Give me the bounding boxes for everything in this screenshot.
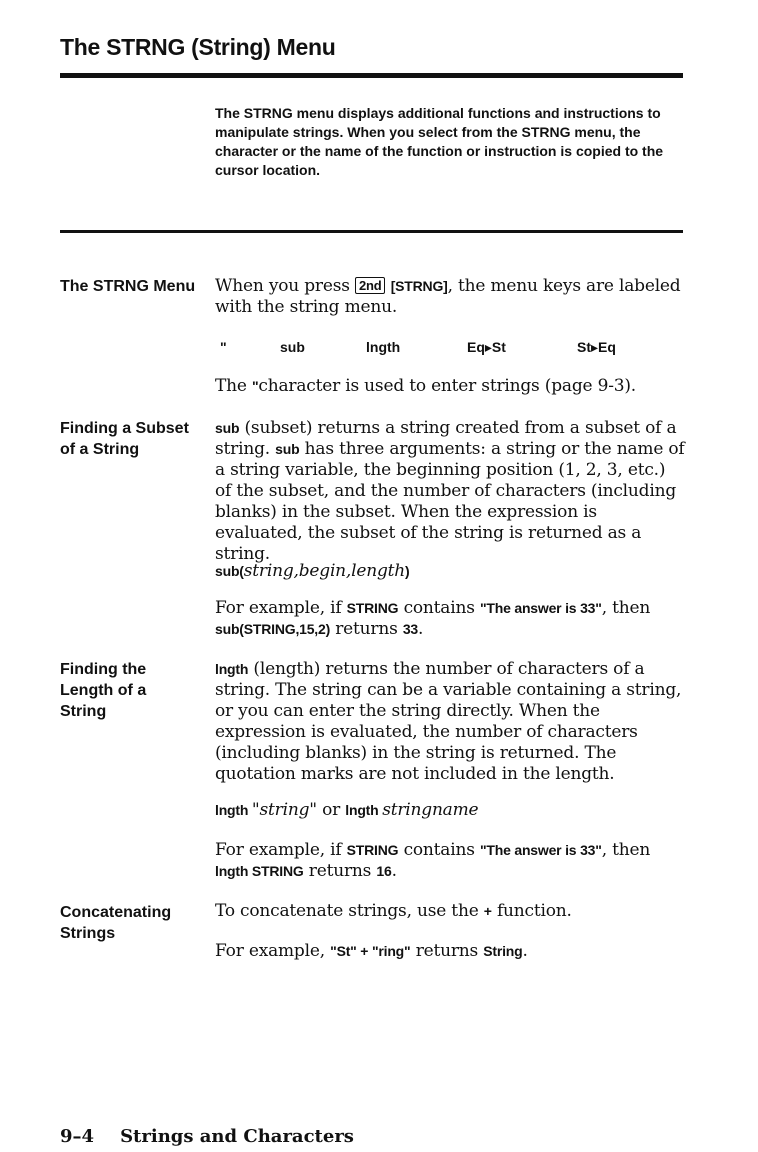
length-example: For example, if STRING contains "The answer is 33", then lngth STRING returns 16. [215,840,651,881]
subset-paragraph: sub (subset) returns a string created from a subset of a string. sub has three arguments: a string or the name of a string variable, the beginning position (1, 2, 3, etc.) of the subset, and the number of characters (including blanks) in the subset. When the expression is evaluated, the subset of the string is returned as a string. [215,418,685,564]
subset-example: For example, if STRING contains "The answer is 33", then sub(STRING,15,2) returns 33. [215,598,651,639]
subset-syntax: sub(string,begin,length) [215,561,410,581]
length-syntax: lngth "string" or lngth stringname [215,800,479,820]
strng-menu-heading: The STRNG Menu [60,278,196,295]
menu-key-quote: " [220,339,227,355]
subset-heading: Finding a Subset of a String [60,420,189,458]
top-rule [60,73,683,78]
section-name: Strings and Characters [120,1126,354,1147]
strng-key-label: [STRNG] [390,278,448,294]
concat-paragraph: To concatenate strings, use the + function. [215,901,572,921]
concat-heading: Concatenating Strings [60,904,172,942]
menu-key-lngth: lngth [366,339,401,355]
menu-key-sub: sub [280,339,305,355]
length-heading: Finding the Length of a String [60,661,147,720]
menu-key-st-to-eq: St▸Eq [577,339,616,355]
page-footer [60,1126,354,1147]
concat-example: For example, "St" + "ring" returns String. [215,941,528,961]
2nd-key: 2nd [355,277,386,294]
length-paragraph: lngth (length) returns the number of characters of a string. The string can be a variable containing a string, or you can enter the string directly. When the expression is evaluated, the number of characters (including blanks) in the string is returned. The quotation marks are not included in the length. [215,659,682,784]
strng-menu-paragraph: When you press 2nd [STRNG], the menu keys are labeled with the string menu. [215,276,681,317]
intro-paragraph: The STRNG menu displays additional functions and instructions to manipulate strings. When you select from the STRNG menu, the character or the name of the function or instruction is copied to the cursor location. [215,105,664,178]
quote-note: The "character is used to enter strings (page 9-3). [215,376,636,396]
page-title: The STRNG (String) Menu [60,34,336,60]
menu-key-eq-to-st: Eq▸St [467,339,506,355]
page-number: 9–4 [60,1126,95,1147]
section-rule [60,230,683,233]
